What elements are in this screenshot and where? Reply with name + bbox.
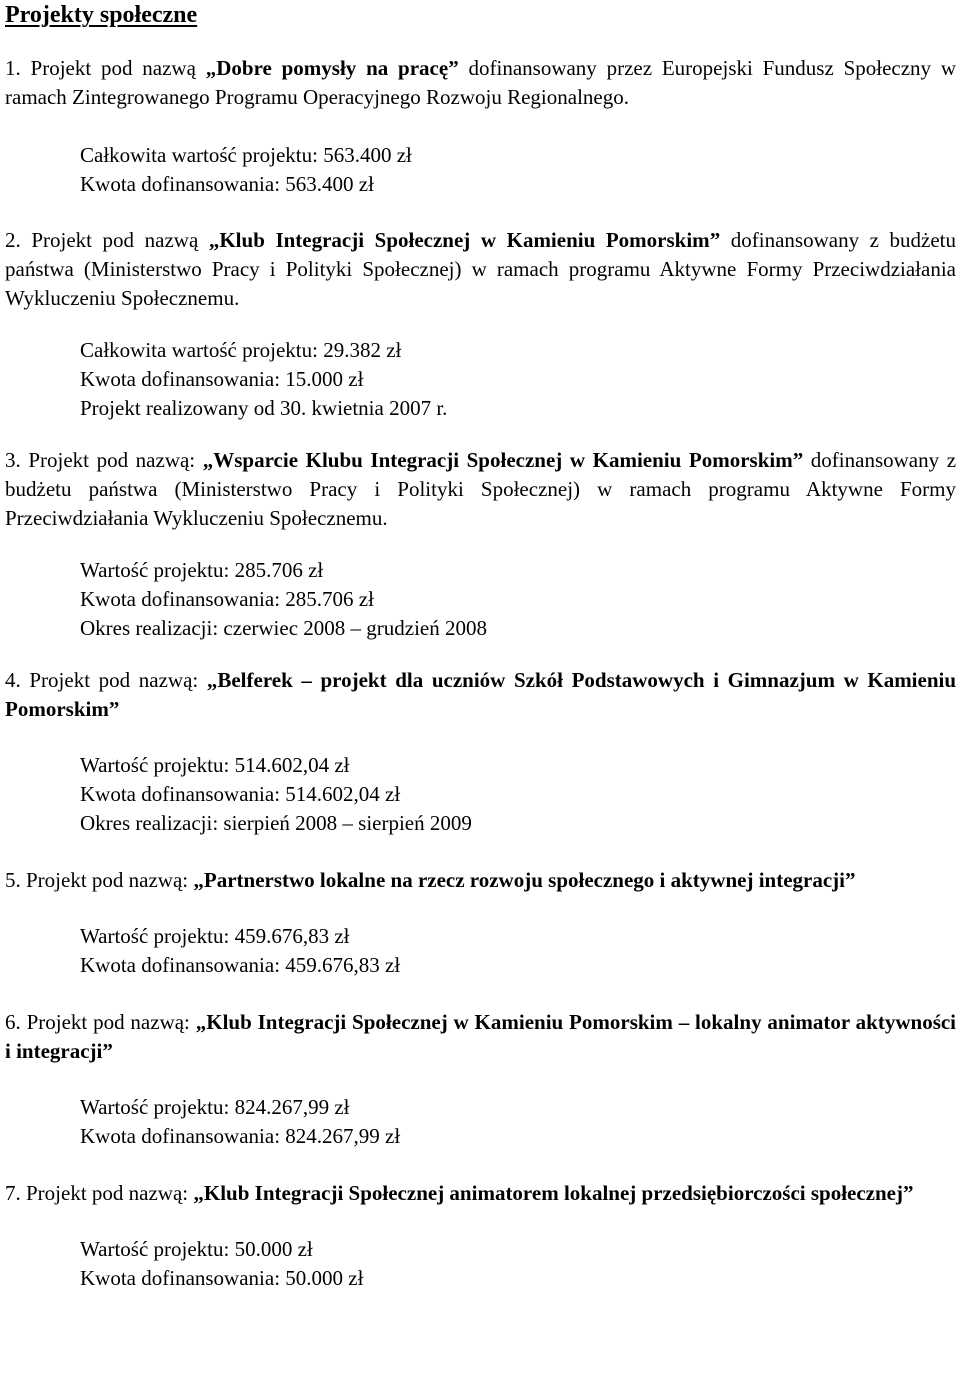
project-period: Okres realizacji: sierpień 2008 – sierpień 2009 [80, 811, 472, 835]
project-item [5, 866, 956, 980]
project-number: 4. [5, 668, 21, 692]
project-details [5, 141, 956, 199]
project-funding: Kwota dofinansowania: 459.676,83 zł [80, 953, 401, 977]
close-quote: ” [845, 868, 856, 892]
project-item [5, 226, 956, 423]
project-name-text: Dobre pomysły na pracę [216, 56, 449, 80]
open-quote: „ [202, 448, 214, 472]
project-name-text: Partnerstwo lokalne na rzecz rozwoju społecznego i aktywnej integracji [203, 868, 846, 892]
close-quote: ” [792, 448, 804, 472]
project-value: Wartość projektu: 50.000 zł [80, 1237, 313, 1261]
project-details [5, 922, 956, 980]
project-number: 3. [5, 448, 21, 472]
project-value: Całkowita wartość projektu: 29.382 zł [80, 338, 402, 362]
project-name [209, 228, 720, 252]
project-description [5, 1179, 956, 1208]
project-prefix: Projekt pod nazwą [30, 56, 196, 80]
project-prefix: Projekt pod nazwą: [26, 1181, 189, 1205]
project-number: 2. [5, 228, 21, 252]
project-description [5, 866, 956, 895]
project-funding: Kwota dofinansowania: 563.400 zł [80, 172, 374, 196]
project-value: Wartość projektu: 514.602,04 zł [80, 753, 350, 777]
open-quote: „ [208, 228, 220, 252]
project-name [206, 56, 459, 80]
project-prefix: Projekt pod nazwą [31, 228, 199, 252]
close-quote: ” [709, 228, 721, 252]
project-period: Projekt realizowany od 30. kwietnia 2007 r. [80, 396, 448, 420]
project-prefix: Projekt pod nazwą: [28, 448, 196, 472]
project-description [5, 446, 956, 533]
project-prefix: Projekt pod nazwą: [26, 1010, 190, 1034]
project-value: Całkowita wartość projektu: 563.400 zł [80, 143, 412, 167]
project-name-text: Klub Integracji Społecznej w Kamieniu Pomorskim – lokalny animator aktywności i integracji [5, 1010, 957, 1063]
project-funding: Kwota dofinansowania: 50.000 zł [80, 1266, 364, 1290]
close-quote: ” [903, 1181, 914, 1205]
project-description [5, 1008, 956, 1066]
project-details [5, 1093, 956, 1151]
project-name-text: Klub Integracji Społecznej w Kamieniu Pomorskim [219, 228, 710, 252]
project-number: 5. [5, 868, 21, 892]
project-name-text: Klub Integracji Społecznej animatorem lokalnej przedsiębiorczości społecznej [203, 1181, 903, 1205]
project-item [5, 666, 956, 838]
project-description [5, 666, 956, 724]
open-quote: „ [205, 56, 217, 80]
project-funding: Kwota dofinansowania: 824.267,99 zł [80, 1124, 401, 1148]
project-details [5, 336, 956, 423]
project-details [5, 1235, 956, 1293]
close-quote: ” [102, 1039, 113, 1063]
project-rest: dofinansowany z budżetu państwa (Ministerstwo Pracy i Polityki Społecznej) w ramach programu Aktywne Formy Przeciwdziałania Wykluczeniu Społecznemu. [5, 448, 957, 530]
open-quote: „ [206, 668, 218, 692]
project-value: Wartość projektu: 824.267,99 zł [80, 1095, 350, 1119]
project-name-text: Wsparcie Klubu Integracji Społecznej w Kamieniu Pomorskim [213, 448, 793, 472]
project-value: Wartość projektu: 459.676,83 zł [80, 924, 350, 948]
project-details [5, 751, 956, 838]
open-quote: „ [195, 1010, 207, 1034]
project-item [5, 1008, 956, 1151]
project-details [5, 556, 956, 643]
close-quote: ” [108, 697, 120, 721]
project-period: Okres realizacji: czerwiec 2008 – grudzień 2008 [80, 616, 487, 640]
page-title: Projekty społeczne [5, 2, 198, 28]
project-name [193, 868, 855, 892]
project-value: Wartość projektu: 285.706 zł [80, 558, 324, 582]
project-prefix: Projekt pod nazwą: [26, 868, 189, 892]
project-prefix: Projekt pod nazwą: [29, 668, 199, 692]
project-description [5, 54, 956, 112]
project-name-text: Belferek – projekt dla uczniów Szkół Podstawowych i Gimnazjum w Kamieniu Pomorskim [5, 668, 957, 721]
project-name [193, 1181, 913, 1205]
project-number: 6. [5, 1010, 21, 1034]
project-rest: dofinansowany przez Europejski Fundusz Społeczny w ramach Zintegrowanego Programu Operacyjnego Rozwoju Regionalnego. [5, 56, 957, 109]
open-quote: „ [193, 868, 204, 892]
project-number: 7. [5, 1181, 21, 1205]
project-description [5, 226, 956, 313]
project-item [5, 446, 956, 643]
close-quote: ” [448, 56, 459, 80]
project-funding: Kwota dofinansowania: 15.000 zł [80, 367, 364, 391]
project-funding: Kwota dofinansowania: 514.602,04 zł [80, 782, 401, 806]
project-funding: Kwota dofinansowania: 285.706 zł [80, 587, 374, 611]
project-rest: dofinansowany z budżetu państwa (Ministerstwo Pracy i Polityki Społecznej) w ramach programu Aktywne Formy Przeciwdziałania Wykluczeniu Społecznemu. [5, 228, 957, 310]
project-name [203, 448, 803, 472]
open-quote: „ [193, 1181, 204, 1205]
project-item [5, 54, 956, 199]
project-number: 1. [5, 56, 21, 80]
project-item [5, 1179, 956, 1293]
